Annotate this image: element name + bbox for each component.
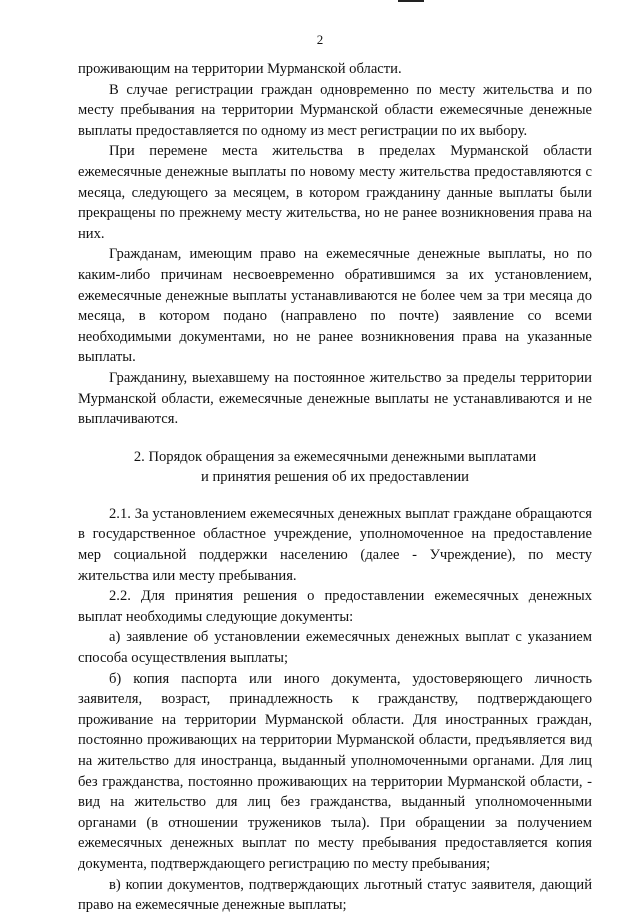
paragraph-moved-out: Гражданину, выехавшему на постоянное жительство за пределы территории Мурманской области, ежемесячные денежные выплаты не устанавливаются и не выплачиваются. xyxy=(78,369,592,428)
top-edge-mark xyxy=(398,0,424,2)
paragraph-dual-registration: В случае регистрации граждан одновременно по месту жительства и по месту пребывания на территории Мурманской области ежемесячные денежные выплаты предоставляется по одному из мест регистрации по их выбору. xyxy=(78,81,592,139)
paragraph-change-of-residence: При перемене места жительства в пределах Мурманской области ежемесячные денежные выплаты по новому месту жительства предоставляются с месяца, следующего за месяцем, в котором гражданину данные выплаты были прекращены по прежнему месту жительства, но не ранее возникновения права на них. xyxy=(78,143,592,242)
list-item-v: в) копии документов, подтверждающих льготный статус заявителя, дающий право на ежемесячные денежные выплаты; xyxy=(78,876,592,914)
section-2-heading-line-1: 2. Порядок обращения за ежемесячными денежными выплатами xyxy=(133,448,537,465)
list-item-a: а) заявление об установлении ежемесячных денежных выплат с указанием способа осуществления выплаты; xyxy=(78,629,592,667)
document-body xyxy=(78,59,592,916)
list-item-b: б) копия паспорта или иного документа, удостоверяющего личность заявителя, возраст, принадлежность к гражданству, подтверждающего проживание на территории Мурманской области. Для иностранных граждан, постоянно проживающих на территории Мурманской области, предъявляется вид на жительство для иностранца, выданный уполномоченными органами. Для лиц без гражданства, постоянно проживающих на территории Мурманской области, - вид на жительство для лиц без гражданства, выданный уполномоченными органами (в отношении тружеников тыла). При обращении за получением ежемесячных денежных выплат по месту пребывания предоставляется копия документа, подтверждающего регистрацию по месту пребывания; xyxy=(78,670,592,872)
section-2-heading-line-2: и принятия решения об их предоставлении xyxy=(201,469,469,486)
section-2-heading xyxy=(78,447,592,488)
paragraph-late-application: Гражданам, имеющим право на ежемесячные денежные выплаты, но по каким-либо причинам несвоевременно обратившимся за их установлением, ежемесячные денежные выплаты устанавливаются не более чем за три месяца до месяца, в котором подано (направлено по почте) заявление со всеми необходимыми документами, но не ранее возникновения права на указанные выплаты. xyxy=(78,246,592,366)
paragraph-continuation: проживающим на территории Мурманской области. xyxy=(78,61,402,77)
paragraph-2-2: 2.2. Для принятия решения о предоставлении ежемесячных денежных выплат необходимы следующие документы: xyxy=(78,588,592,625)
paragraph-2-1: 2.1. За установлением ежемесячных денежных выплат граждане обращаются в государственное областное учреждение, уполномоченное на предоставление мер социальной поддержки населению (далее - Учреждение), по месту жительства или месту пребывания. xyxy=(78,505,592,584)
page-number: 2 xyxy=(316,32,324,47)
